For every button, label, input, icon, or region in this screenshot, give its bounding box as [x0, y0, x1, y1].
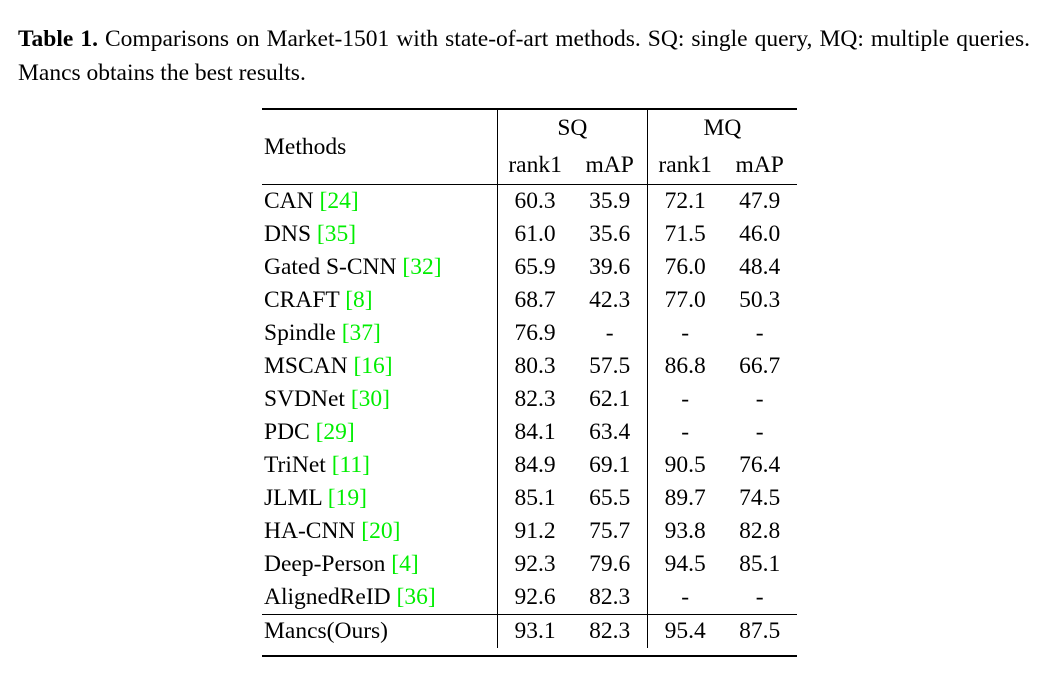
method-name: HA-CNN	[264, 518, 362, 544]
header-mq-map: mAP	[735, 152, 784, 178]
method-name: Spindle	[264, 320, 342, 346]
cell-mq-map: -	[755, 320, 764, 346]
table-body	[262, 109, 797, 656]
cell-method	[262, 383, 497, 416]
cell-sq-map: 42.3	[589, 287, 631, 313]
table-row	[262, 416, 797, 449]
cell-sq-map: -	[605, 320, 614, 346]
cell-mq-rank1: 76.0	[647, 251, 722, 284]
cell-mq-rank1: 89.7	[647, 482, 722, 515]
cell-sq-rank1: 84.1	[497, 416, 572, 449]
cell-sq-map: 82.3	[589, 584, 631, 610]
citation-link[interactable]: [24]	[319, 188, 359, 214]
table-row	[262, 449, 797, 482]
cell-sq-map: 62.1	[589, 386, 631, 412]
method-name: PDC	[264, 419, 316, 445]
caption-text: Comparisons on Market-1501 with state-of-art methods. SQ: single query, MQ: multiple queries. Mancs obtains the best results.	[18, 26, 1030, 86]
cell-mq-map: 47.9	[722, 185, 797, 219]
comparison-table	[262, 108, 797, 657]
method-name: CAN	[264, 188, 320, 214]
cell-mq-rank1: 95.4	[647, 615, 722, 649]
cell-sq-rank1: 60.3	[497, 185, 572, 219]
header-mq-rank1: rank1	[647, 147, 722, 185]
cell-mq-rank1: 72.1	[647, 185, 722, 219]
cell-mq-map: -	[755, 386, 764, 412]
cell-method	[262, 548, 497, 581]
cell-sq-rank1: 65.9	[497, 251, 572, 284]
table-header-groups	[262, 109, 797, 147]
method-name: JLML	[264, 485, 328, 511]
method-name: Gated S-CNN	[264, 254, 403, 280]
cell-sq-rank1: 61.0	[497, 218, 572, 251]
comparison-table-container	[262, 108, 797, 657]
table-row	[262, 185, 797, 219]
cell-method	[262, 350, 497, 383]
header-methods-label: Methods	[264, 133, 347, 160]
cell-sq-map: 65.5	[589, 485, 631, 511]
cell-mq-rank1: 71.5	[647, 218, 722, 251]
header-sq-rank1: rank1	[497, 147, 572, 185]
cell-mq-rank1: 77.0	[647, 284, 722, 317]
cell-method	[262, 515, 497, 548]
cell-sq-rank1: 68.7	[497, 284, 572, 317]
cell-sq-map: 57.5	[589, 353, 631, 379]
table-row	[262, 383, 797, 416]
cell-sq-rank1: 80.3	[497, 350, 572, 383]
cell-sq-map: 63.4	[589, 419, 631, 445]
citation-link[interactable]: [30]	[350, 386, 390, 412]
method-name: MSCAN	[264, 353, 354, 379]
citation-link[interactable]: [20]	[361, 518, 401, 544]
cell-method	[262, 449, 497, 482]
cell-sq-rank1: 82.3	[497, 383, 572, 416]
table-row	[262, 284, 797, 317]
cell-mq-rank1: 86.8	[647, 350, 722, 383]
cell-sq-rank1: 84.9	[497, 449, 572, 482]
cell-mq-map: 46.0	[739, 221, 781, 247]
citation-link[interactable]: [4]	[391, 551, 419, 577]
method-name: Deep-Person	[264, 551, 392, 577]
method-name: CRAFT	[264, 287, 346, 313]
cell-sq-map: 35.9	[572, 185, 647, 219]
method-name: SVDNet	[264, 386, 351, 412]
cell-sq-map: 82.3	[572, 615, 647, 649]
citation-link[interactable]: [8]	[345, 287, 373, 313]
header-methods-spacer	[262, 109, 497, 185]
table-row	[262, 218, 797, 251]
cell-mq-map: 66.7	[739, 353, 781, 379]
cell-method: Mancs(Ours)	[262, 615, 497, 649]
cell-mq-map: 74.5	[739, 485, 781, 511]
table-row	[262, 515, 797, 548]
cell-sq-rank1: 92.3	[497, 548, 572, 581]
table-caption	[18, 22, 1030, 90]
cell-sq-rank1: 85.1	[497, 482, 572, 515]
header-group-mq: MQ	[647, 109, 797, 147]
cell-sq-map: 39.6	[589, 254, 631, 280]
cell-mq-map: 82.8	[739, 518, 781, 544]
cell-mq-map: 87.5	[722, 615, 797, 649]
method-name: DNS	[264, 221, 317, 247]
cell-method	[262, 317, 497, 350]
table-row	[262, 482, 797, 515]
method-name: AlignedReID	[264, 584, 397, 610]
table-row	[262, 581, 797, 615]
cell-mq-rank1: -	[647, 416, 722, 449]
rule-cell	[722, 648, 797, 656]
method-name: TriNet	[264, 452, 332, 478]
cell-method	[262, 416, 497, 449]
rule-cell	[647, 648, 722, 656]
table-row	[262, 317, 797, 350]
citation-link[interactable]: [37]	[341, 320, 381, 346]
rule-cell	[262, 648, 497, 656]
cell-method	[262, 251, 497, 284]
cell-mq-rank1: 93.8	[647, 515, 722, 548]
cell-mq-map: 48.4	[739, 254, 781, 280]
citation-link[interactable]: [36]	[396, 584, 436, 610]
cell-method	[262, 284, 497, 317]
rule-cell	[497, 648, 572, 656]
table-row	[262, 251, 797, 284]
cell-mq-map: 85.1	[739, 551, 781, 577]
cell-mq-map: 50.3	[739, 287, 781, 313]
cell-mq-rank1: -	[647, 383, 722, 416]
cell-sq-map: 75.7	[589, 518, 631, 544]
cell-mq-rank1: 94.5	[647, 548, 722, 581]
citation-link[interactable]: [29]	[315, 419, 355, 445]
header-sq-map: mAP	[585, 152, 634, 178]
cell-sq-map: 35.6	[589, 221, 631, 247]
cell-mq-map: -	[755, 584, 764, 610]
cell-mq-map: -	[755, 419, 764, 445]
header-group-sq: SQ	[497, 109, 647, 147]
cell-sq-map: 69.1	[589, 452, 631, 478]
cell-sq-rank1: 93.1	[497, 615, 572, 649]
citation-link[interactable]: [11]	[331, 452, 370, 478]
cell-method	[262, 185, 497, 219]
cell-mq-rank1: 90.5	[647, 449, 722, 482]
cell-mq-map: 76.4	[739, 452, 781, 478]
cell-mq-rank1: -	[647, 581, 722, 615]
citation-link[interactable]: [16]	[353, 353, 393, 379]
cell-sq-map: 79.6	[589, 551, 631, 577]
table-row	[262, 548, 797, 581]
cell-sq-rank1: 76.9	[497, 317, 572, 350]
cell-method	[262, 482, 497, 515]
cell-method	[262, 218, 497, 251]
rule-cell	[572, 648, 647, 656]
cell-mq-rank1: -	[647, 317, 722, 350]
table-row	[262, 350, 797, 383]
cell-method	[262, 581, 497, 615]
table-bottom-rule	[262, 648, 797, 656]
citation-link[interactable]: [32]	[402, 254, 442, 280]
citation-link[interactable]: [19]	[327, 485, 367, 511]
table-row-ours	[262, 615, 797, 649]
cell-sq-rank1: 92.6	[497, 581, 572, 615]
cell-sq-rank1: 91.2	[497, 515, 572, 548]
caption-label: Table 1.	[18, 26, 98, 52]
citation-link[interactable]: [35]	[316, 221, 357, 247]
